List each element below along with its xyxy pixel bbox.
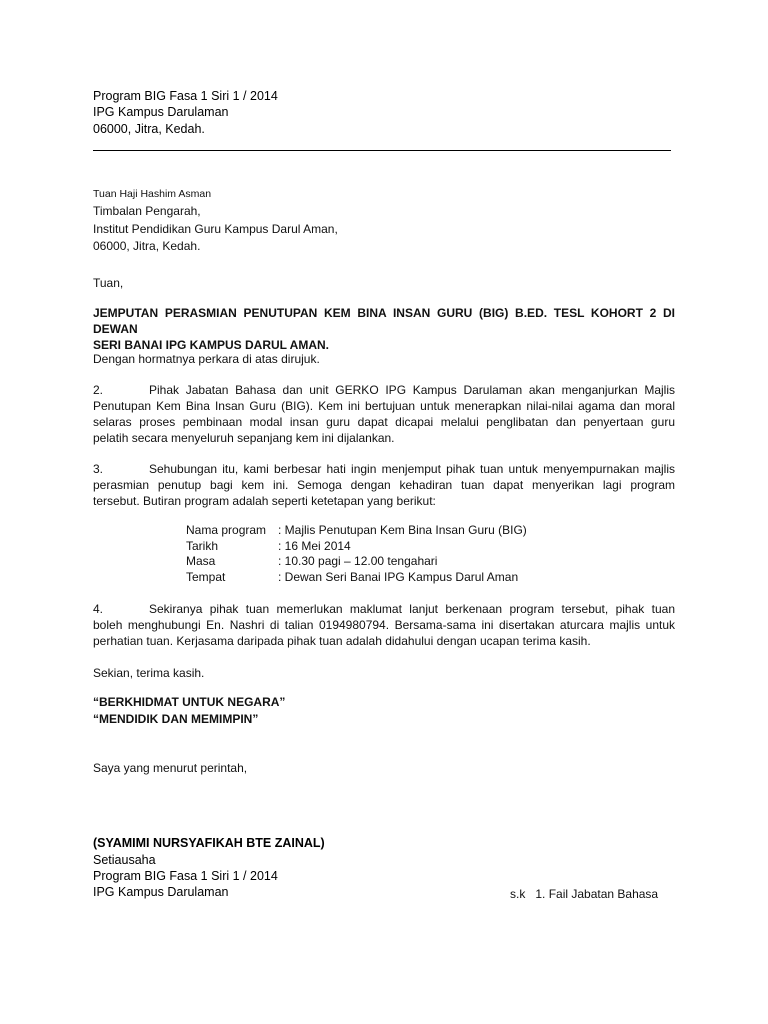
program-details xyxy=(186,523,527,585)
detail-label: Tempat xyxy=(186,569,226,584)
sender-institution: IPG Kampus Darulaman xyxy=(93,105,229,119)
detail-row xyxy=(186,570,527,586)
detail-label: Nama program xyxy=(186,523,267,537)
paragraph-4-line-1: Sekiranya pihak tuan memerlukan maklumat lanjut berkenaan program tersebut, pihak tuan xyxy=(149,602,675,616)
detail-value: : 10.30 pagi – 12.00 tengahari xyxy=(278,554,438,568)
subject-line-1: JEMPUTAN PERASMIAN PENUTUPAN KEM BINA INSAN GURU (BIG) B.ED. TESL KOHORT 2 DI DEWAN xyxy=(93,306,675,336)
paragraph-2 xyxy=(93,382,675,446)
paragraph-4-number: 4. xyxy=(93,602,104,616)
signatory-program: Program BIG Fasa 1 Siri 1 / 2014 xyxy=(93,869,278,883)
paragraph-2-line-2: Penutupan Kem Bina Insan Guru (BIG). Kem ini bertujuan untuk menerapkan nilai-nilai agama dan moral xyxy=(93,399,675,413)
paragraph-2-line-3: selaras proses pembinaan modal insan guru dapat dicapai melalui penglibatan dan penyertaan guru xyxy=(93,415,675,429)
paragraph-4 xyxy=(93,601,675,649)
subject-line-2: SERI BANAI IPG KAMPUS DARUL AMAN. xyxy=(93,338,330,352)
closing: Sekian, terima kasih. xyxy=(93,666,205,680)
recipient-name: Tuan Haji Hashim Asman xyxy=(93,188,212,200)
paragraph-3-line-3: tersebut. Butiran program adalah seperti ketetapan yang berikut: xyxy=(93,494,436,508)
motto-2: “MENDIDIK DAN MEMIMPIN” xyxy=(93,712,259,726)
motto-1: “BERKHIDMAT UNTUK NEGARA” xyxy=(93,695,286,709)
detail-value: : 16 Mei 2014 xyxy=(278,538,351,553)
signatory-title: Setiausaha xyxy=(93,853,156,867)
paragraph-4-line-2: boleh menghubungi En. Nashri di talian 0194980794. Bersama-sama ini disertakan aturcara majlis untuk xyxy=(93,618,675,632)
reference-line: Dengan hormatnya perkara di atas dirujuk. xyxy=(93,352,320,366)
paragraph-3 xyxy=(93,461,675,509)
copy-to-prefix: s.k xyxy=(510,887,526,901)
detail-row xyxy=(186,539,527,555)
copy-to-item: 1. Fail Jabatan Bahasa xyxy=(535,887,659,901)
recipient-address: 06000, Jitra, Kedah. xyxy=(93,239,201,253)
header-divider xyxy=(93,150,671,151)
paragraph-2-line-4: pelatih secara menyeluruh sepanjang kem ini dijalankan. xyxy=(93,431,395,445)
sign-off: Saya yang menurut perintah, xyxy=(93,761,248,775)
sender-address: 06000, Jitra, Kedah. xyxy=(93,122,205,136)
detail-row xyxy=(186,554,527,570)
detail-label: Tarikh xyxy=(186,538,219,553)
paragraph-2-line-1: Pihak Jabatan Bahasa dan unit GERKO IPG Kampus Darulaman akan menganjurkan Majlis xyxy=(149,383,675,397)
detail-value: : Majlis Penutupan Kem Bina Insan Guru (BIG) xyxy=(278,523,527,537)
paragraph-4-line-3: perhatian tuan. Kerjasama daripada pihak tuan adalah didahului dengan ucapan terima kasih. xyxy=(93,634,591,648)
paragraph-2-number: 2. xyxy=(93,383,104,397)
detail-label: Masa xyxy=(186,554,216,568)
subject xyxy=(93,305,675,353)
paragraph-3-line-1: Sehubungan itu, kami berbesar hati ingin menjemput pihak tuan untuk menyempurnakan majlis xyxy=(149,462,675,476)
paragraph-3-line-2: perasmian penutup bagi kem ini. Semoga dengan kehadiran tuan dapat menyerikan lagi program xyxy=(93,478,675,492)
copy-to xyxy=(510,886,658,902)
salutation: Tuan, xyxy=(93,276,124,290)
paragraph-3-number: 3. xyxy=(93,462,104,476)
detail-value: : Dewan Seri Banai IPG Kampus Darul Aman xyxy=(278,569,519,584)
recipient-position: Timbalan Pengarah, xyxy=(93,204,201,218)
detail-row xyxy=(186,523,527,539)
signatory-institution: IPG Kampus Darulaman xyxy=(93,885,229,899)
sender-program: Program BIG Fasa 1 Siri 1 / 2014 xyxy=(93,89,278,103)
recipient-institution: Institut Pendidikan Guru Kampus Darul Aman, xyxy=(93,222,338,236)
signatory-name: (SYAMIMI NURSYAFIKAH BTE ZAINAL) xyxy=(93,836,325,850)
